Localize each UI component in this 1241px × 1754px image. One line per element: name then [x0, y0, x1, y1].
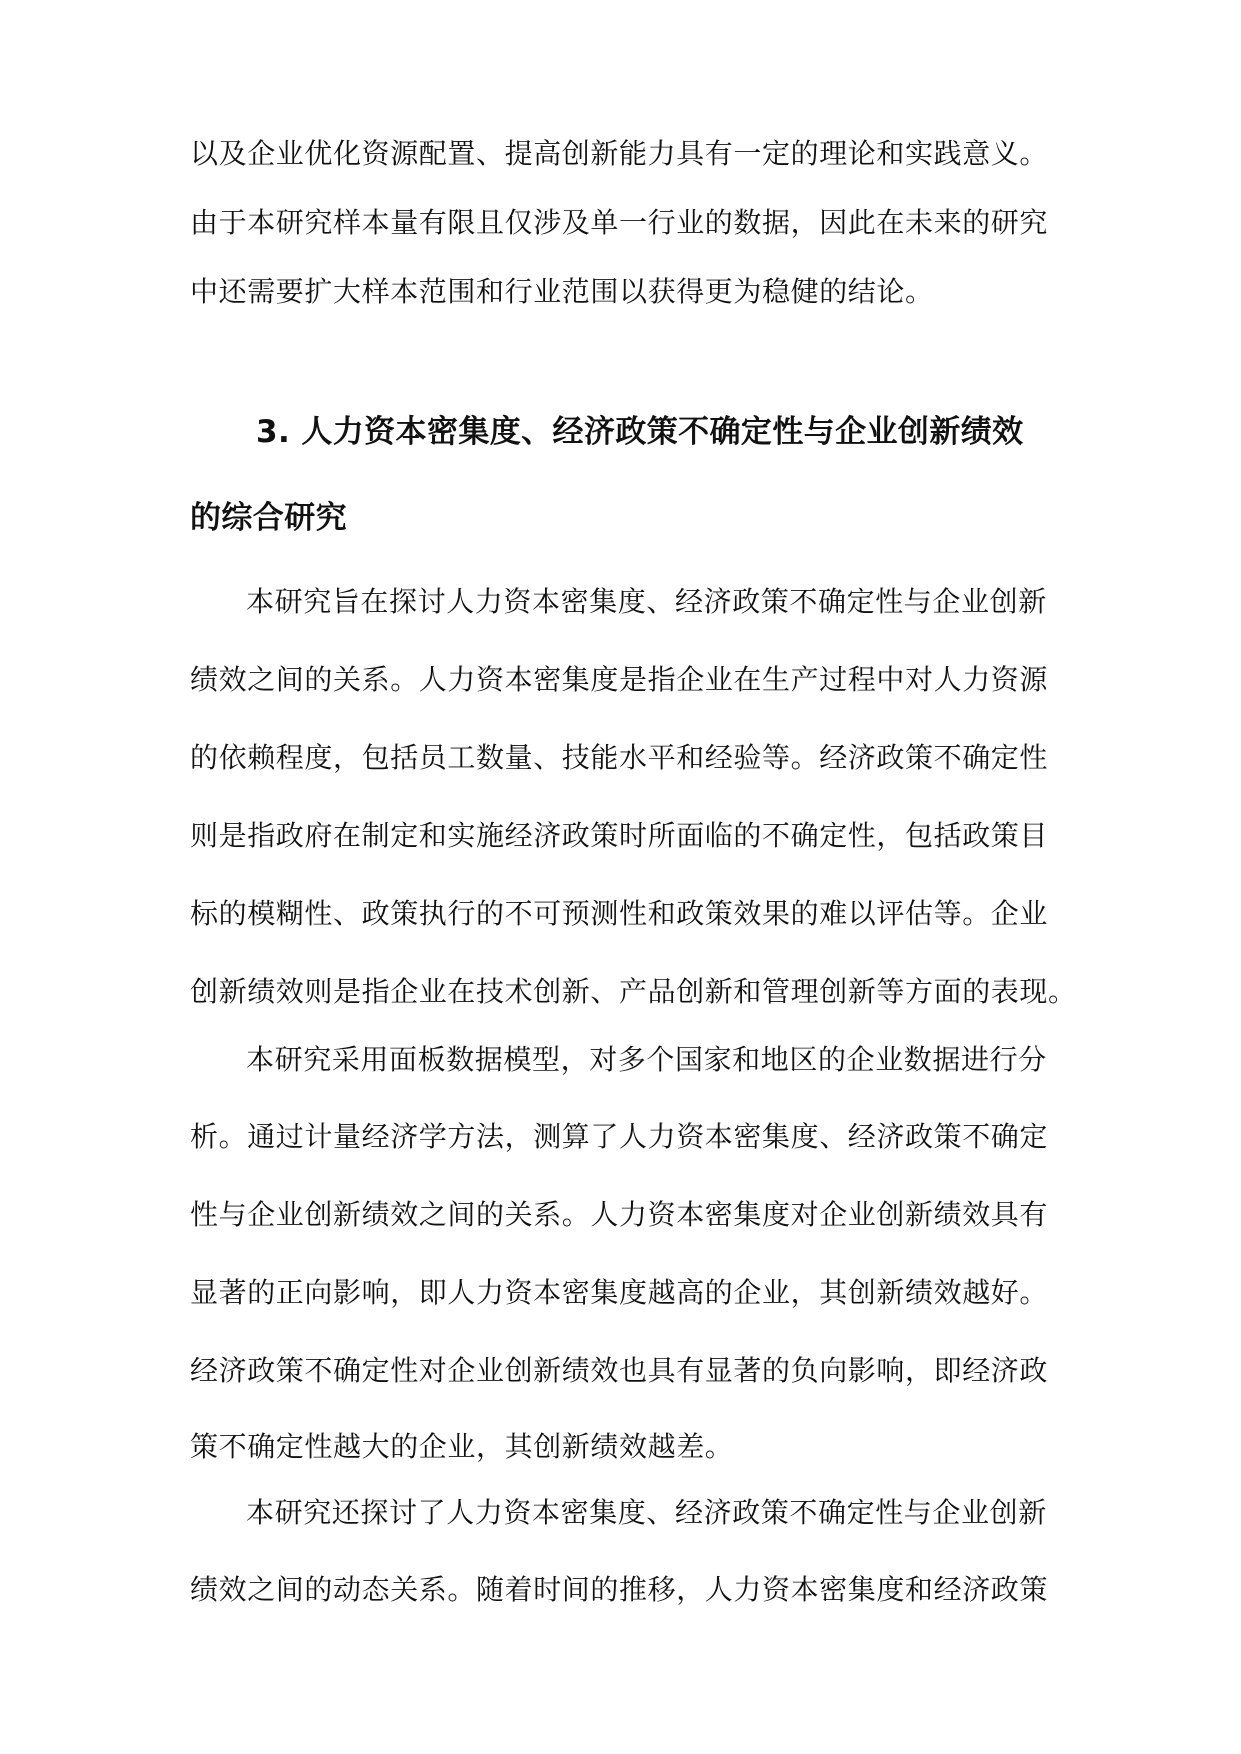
text-line: 显著的正向影响，即人力资本密集度越高的企业，其创新绩效越好。 — [190, 1276, 1049, 1309]
text-line: 本研究采用面板数据模型，对多个国家和地区的企业数据进行分 — [246, 1043, 1047, 1076]
text-line: 绩效之间的动态关系。随着时间的推移，人力资本密集度和经济政策 — [190, 1573, 1049, 1606]
text-line: 本研究旨在探讨人力资本密集度、经济政策不确定性与企业创新 — [246, 585, 1047, 618]
text-line: 绩效之间的关系。人力资本密集度是指企业在生产过程中对人力资源 — [190, 663, 1049, 696]
text-line: 则是指政府在制定和实施经济政策时所面临的不确定性，包括政策目 — [190, 819, 1049, 852]
section-heading-line: 3. 人力资本密集度、经济政策不确定性与企业创新绩效 — [256, 414, 1024, 450]
text-line: 创新绩效则是指企业在技术创新、产品创新和管理创新等方面的表现。 — [190, 975, 1077, 1008]
text-line: 策不确定性越大的企业，其创新绩效越差。 — [190, 1430, 734, 1463]
text-line: 中还需要扩大样本范围和行业范围以获得更为稳健的结论。 — [190, 275, 934, 308]
text-line: 本研究还探讨了人力资本密集度、经济政策不确定性与企业创新 — [246, 1496, 1047, 1529]
text-line: 由于本研究样本量有限且仅涉及单一行业的数据，因此在未来的研究 — [190, 206, 1049, 239]
section-heading-line: 的综合研究 — [190, 500, 347, 536]
text-line: 性与企业创新绩效之间的关系。人力资本密集度对企业创新绩效具有 — [190, 1198, 1049, 1231]
text-line: 的依赖程度，包括员工数量、技能水平和经验等。经济政策不确定性 — [190, 741, 1049, 774]
text-line: 经济政策不确定性对企业创新绩效也具有显著的负向影响，即经济政 — [190, 1354, 1049, 1387]
text-line: 以及企业优化资源配置、提高创新能力具有一定的理论和实践意义。 — [190, 137, 1049, 170]
text-line: 析。通过计量经济学方法，测算了人力资本密集度、经济政策不确定 — [190, 1120, 1049, 1153]
text-line: 标的模糊性、政策执行的不可预测性和政策效果的难以评估等。企业 — [190, 897, 1049, 930]
